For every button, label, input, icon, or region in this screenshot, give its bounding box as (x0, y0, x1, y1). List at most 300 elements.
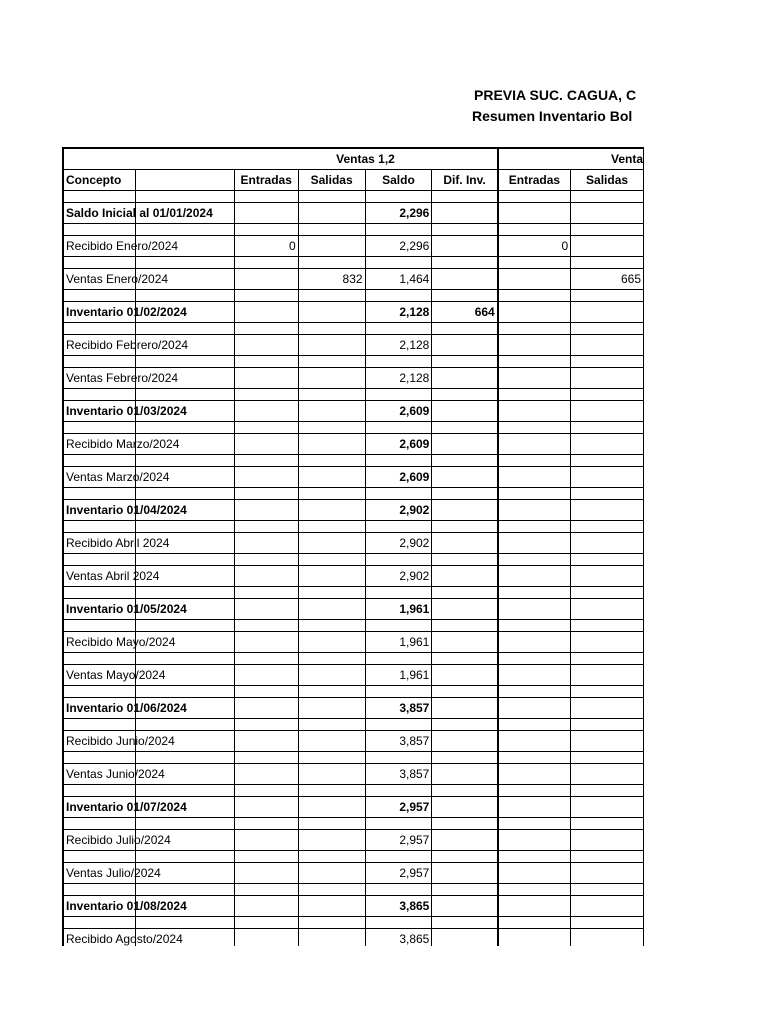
entradas-2-cell: 0 (498, 235, 571, 256)
row-label-cell (63, 730, 175, 751)
entradas-2-cell (498, 334, 571, 355)
spacer-cell (498, 289, 571, 301)
row-label: Recibido Marzo/2024 (66, 436, 180, 451)
saldo-cell: 2,296 (365, 202, 432, 223)
spacer-cell (571, 289, 644, 301)
salidas-2-cell (571, 565, 644, 586)
spacer-cell (298, 487, 365, 499)
spacer-cell (298, 454, 365, 466)
entradas-cell (234, 367, 298, 388)
spacer-cell (298, 916, 365, 928)
spacer-cell (298, 784, 365, 796)
spacer-cell (136, 256, 234, 268)
spacer-cell (136, 223, 234, 235)
salidas-cell (298, 400, 365, 421)
entradas-cell (234, 730, 298, 751)
salidas-cell (298, 499, 365, 520)
table-row (63, 862, 644, 883)
spacer-cell (365, 685, 432, 697)
spacer-cell (571, 619, 644, 631)
salidas-2-cell (571, 301, 644, 322)
spacer-cell (136, 619, 234, 631)
report-subtitle: Resumen Inventario Bol (472, 108, 633, 124)
spacer-cell (63, 718, 136, 730)
spacer-cell (432, 256, 498, 268)
saldo-cell: 3,865 (365, 928, 432, 946)
entradas-cell (234, 829, 298, 850)
spacer-cell (432, 784, 498, 796)
spacer-cell (365, 487, 432, 499)
header-blank-cell (63, 148, 234, 169)
entradas-cell (234, 202, 298, 223)
salidas-2-cell (571, 202, 644, 223)
spacer-cell (234, 619, 298, 631)
col-header-concepto: Concepto (63, 169, 136, 190)
salidas-cell (298, 466, 365, 487)
saldo-cell: 1,464 (365, 268, 432, 289)
salidas-cell (298, 433, 365, 454)
spacer-cell (136, 883, 234, 895)
spacer-cell (498, 718, 571, 730)
spacer-cell (498, 883, 571, 895)
entradas-cell: 0 (234, 235, 298, 256)
dif-inv-cell (432, 697, 498, 718)
dif-inv-cell (432, 763, 498, 784)
salidas-cell (298, 202, 365, 223)
row-label-cell (63, 268, 169, 289)
dif-inv-cell (432, 532, 498, 553)
row-label-cell (63, 202, 213, 223)
spacer-cell (234, 421, 298, 433)
spacer-cell (432, 190, 498, 202)
entradas-2-cell (498, 763, 571, 784)
spacer-cell (63, 685, 136, 697)
spacer-cell (432, 718, 498, 730)
dif-inv-cell (432, 598, 498, 619)
spacer-cell (432, 355, 498, 367)
spacer-cell (498, 619, 571, 631)
table-row (63, 466, 644, 487)
spacer-cell (498, 190, 571, 202)
col-header-dif-inv: Dif. Inv. (432, 169, 498, 190)
entradas-2-cell (498, 532, 571, 553)
spacer-row (63, 883, 644, 895)
spacer-cell (136, 685, 234, 697)
spacer-cell (298, 355, 365, 367)
spacer-cell (498, 916, 571, 928)
salidas-2-cell (571, 763, 644, 784)
spacer-cell (234, 751, 298, 763)
table-row (63, 895, 644, 916)
spacer-row (63, 190, 644, 202)
entradas-cell (234, 466, 298, 487)
spacer-cell (432, 652, 498, 664)
entradas-2-cell (498, 796, 571, 817)
spacer-cell (136, 784, 234, 796)
spacer-cell (498, 685, 571, 697)
spacer-cell (298, 190, 365, 202)
spacer-cell (234, 190, 298, 202)
salidas-cell (298, 631, 365, 652)
spacer-cell (63, 916, 136, 928)
spacer-row (63, 652, 644, 664)
spacer-cell (234, 454, 298, 466)
salidas-2-cell: 665 (571, 268, 644, 289)
spacer-cell (298, 751, 365, 763)
entradas-cell (234, 928, 298, 946)
entradas-2-cell (498, 730, 571, 751)
spacer-cell (136, 817, 234, 829)
spacer-cell (298, 619, 365, 631)
spacer-cell (63, 421, 136, 433)
salidas-2-cell (571, 664, 644, 685)
spacer-cell (234, 784, 298, 796)
spacer-cell (63, 355, 136, 367)
table-row (63, 367, 644, 388)
spacer-cell (432, 586, 498, 598)
spacer-cell (571, 586, 644, 598)
row-label-cell (63, 499, 187, 520)
spacer-row (63, 718, 644, 730)
saldo-cell: 3,857 (365, 730, 432, 751)
row-label: Inventario 01/06/2024 (66, 700, 187, 715)
spacer-cell (571, 355, 644, 367)
spacer-row (63, 916, 644, 928)
entradas-2-cell (498, 829, 571, 850)
salidas-2-cell (571, 730, 644, 751)
spacer-cell (63, 520, 136, 532)
entradas-2-cell (498, 565, 571, 586)
spacer-cell (63, 586, 136, 598)
spacer-cell (298, 553, 365, 565)
dif-inv-cell (432, 466, 498, 487)
dif-inv-cell (432, 268, 498, 289)
table-row (63, 301, 644, 322)
spacer-cell (234, 916, 298, 928)
dif-inv-cell (432, 730, 498, 751)
spacer-row (63, 784, 644, 796)
salidas-cell (298, 532, 365, 553)
spacer-cell (498, 322, 571, 334)
spacer-row (63, 850, 644, 862)
spacer-cell (136, 322, 234, 334)
table-row (63, 730, 644, 751)
salidas-cell (298, 697, 365, 718)
row-label-cell (63, 664, 166, 685)
col-header-blank (136, 169, 234, 190)
spacer-cell (432, 883, 498, 895)
spacer-cell (136, 520, 234, 532)
spacer-cell (432, 685, 498, 697)
entradas-2-cell (498, 631, 571, 652)
entradas-cell (234, 631, 298, 652)
entradas-cell (234, 268, 298, 289)
entradas-cell (234, 334, 298, 355)
row-label-cell (63, 334, 189, 355)
entradas-cell (234, 796, 298, 817)
row-label: Recibido Enero/2024 (66, 238, 179, 253)
table-row (63, 796, 644, 817)
salidas-2-cell (571, 895, 644, 916)
spacer-cell (234, 388, 298, 400)
spacer-cell (365, 355, 432, 367)
saldo-cell: 1,961 (365, 598, 432, 619)
salidas-cell (298, 862, 365, 883)
spacer-row (63, 223, 644, 235)
spacer-cell (498, 850, 571, 862)
spacer-cell (365, 520, 432, 532)
spacer-cell (63, 850, 136, 862)
spacer-cell (136, 751, 234, 763)
spacer-cell (63, 487, 136, 499)
spacer-cell (432, 817, 498, 829)
salidas-2-cell (571, 532, 644, 553)
spacer-cell (63, 388, 136, 400)
row-label: Inventario 01/04/2024 (66, 502, 187, 517)
spacer-cell (63, 751, 136, 763)
spacer-cell (498, 421, 571, 433)
row-label: Ventas Abril 2024 (66, 568, 160, 583)
spacer-cell (365, 454, 432, 466)
spacer-cell (498, 223, 571, 235)
row-label-cell (63, 829, 171, 850)
spacer-cell (365, 751, 432, 763)
spacer-cell (571, 751, 644, 763)
saldo-cell: 2,296 (365, 235, 432, 256)
row-label-cell (63, 400, 187, 421)
saldo-cell: 3,857 (365, 763, 432, 784)
row-label: Recibido Febrero/2024 (66, 337, 189, 352)
spacer-cell (234, 586, 298, 598)
entradas-2-cell (498, 499, 571, 520)
saldo-cell: 2,609 (365, 433, 432, 454)
row-label-cell (63, 466, 170, 487)
spacer-row (63, 751, 644, 763)
spacer-cell (234, 685, 298, 697)
saldo-cell: 2,902 (365, 532, 432, 553)
spacer-cell (298, 388, 365, 400)
col-header-salidas: Salidas (298, 169, 365, 190)
spacer-cell (365, 421, 432, 433)
row-label: Ventas Enero/2024 (66, 271, 169, 286)
spacer-cell (571, 388, 644, 400)
row-label-cell (63, 862, 161, 883)
spacer-cell (571, 520, 644, 532)
saldo-cell: 3,857 (365, 697, 432, 718)
spacer-cell (365, 256, 432, 268)
spacer-cell (498, 652, 571, 664)
table-row (63, 334, 644, 355)
entradas-cell (234, 763, 298, 784)
spacer-cell (365, 586, 432, 598)
spacer-row (63, 355, 644, 367)
spacer-cell (498, 586, 571, 598)
entradas-2-cell (498, 466, 571, 487)
spacer-cell (136, 586, 234, 598)
entradas-2-cell (498, 598, 571, 619)
spacer-cell (571, 223, 644, 235)
salidas-cell (298, 301, 365, 322)
spacer-cell (234, 487, 298, 499)
spacer-cell (571, 784, 644, 796)
dif-inv-cell (432, 631, 498, 652)
spacer-cell (136, 652, 234, 664)
spacer-cell (432, 751, 498, 763)
col-header-saldo: Saldo (365, 169, 432, 190)
spacer-cell (432, 487, 498, 499)
spacer-cell (63, 652, 136, 664)
spacer-cell (136, 289, 234, 301)
spacer-cell (234, 652, 298, 664)
salidas-2-cell (571, 367, 644, 388)
spacer-cell (432, 850, 498, 862)
spacer-cell (63, 454, 136, 466)
spacer-cell (298, 322, 365, 334)
entradas-2-cell (498, 928, 571, 946)
col-header-salidas-2: Salidas (571, 169, 644, 190)
spacer-cell (234, 355, 298, 367)
entradas-cell (234, 400, 298, 421)
spacer-cell (63, 553, 136, 565)
spacer-cell (136, 355, 234, 367)
entradas-cell (234, 532, 298, 553)
dif-inv-cell (432, 829, 498, 850)
dif-inv-cell (432, 433, 498, 454)
spacer-cell (432, 619, 498, 631)
spacer-cell (571, 256, 644, 268)
table-row (63, 433, 644, 454)
spacer-cell (498, 784, 571, 796)
spacer-cell (298, 817, 365, 829)
dif-inv-cell (432, 895, 498, 916)
table-row (63, 565, 644, 586)
spacer-cell (365, 883, 432, 895)
inventory-table (62, 147, 644, 946)
row-label: Inventario 01/03/2024 (66, 403, 187, 418)
spacer-cell (432, 388, 498, 400)
spacer-cell (365, 817, 432, 829)
group-header-ventas-1-2: Ventas 1,2 (234, 148, 497, 169)
spacer-cell (365, 850, 432, 862)
spacer-cell (136, 421, 234, 433)
row-label-cell (63, 433, 180, 454)
entradas-2-cell (498, 301, 571, 322)
salidas-cell: 832 (298, 268, 365, 289)
spacer-cell (234, 289, 298, 301)
salidas-2-cell (571, 433, 644, 454)
spacer-cell (571, 553, 644, 565)
spacer-row (63, 289, 644, 301)
dif-inv-cell (432, 400, 498, 421)
spacer-cell (298, 256, 365, 268)
saldo-cell: 2,957 (365, 862, 432, 883)
spacer-cell (571, 883, 644, 895)
row-label: Ventas Febrero/2024 (66, 370, 179, 385)
salidas-2-cell (571, 928, 644, 946)
salidas-2-cell (571, 499, 644, 520)
spacer-cell (498, 751, 571, 763)
entradas-cell (234, 301, 298, 322)
spacer-cell (498, 487, 571, 499)
row-label: Ventas Julio/2024 (66, 865, 161, 880)
spacer-cell (365, 619, 432, 631)
spacer-cell (63, 817, 136, 829)
spacer-cell (298, 850, 365, 862)
salidas-2-cell (571, 334, 644, 355)
dif-inv-cell (432, 862, 498, 883)
group-header-ventas-2: Venta (498, 148, 644, 169)
saldo-cell: 2,902 (365, 499, 432, 520)
spacer-cell (498, 454, 571, 466)
spacer-cell (63, 256, 136, 268)
spacer-row (63, 586, 644, 598)
salidas-cell (298, 235, 365, 256)
salidas-cell (298, 730, 365, 751)
row-label-cell (63, 796, 187, 817)
dif-inv-cell (432, 796, 498, 817)
row-label-cell (63, 367, 179, 388)
spacer-cell (432, 520, 498, 532)
spacer-row (63, 817, 644, 829)
spacer-cell (234, 718, 298, 730)
spacer-row (63, 454, 644, 466)
spacer-cell (234, 553, 298, 565)
row-label-cell (63, 697, 187, 718)
row-label-cell (63, 895, 187, 916)
spacer-cell (498, 553, 571, 565)
spacer-cell (63, 322, 136, 334)
row-label-cell (63, 565, 160, 586)
salidas-cell (298, 334, 365, 355)
spacer-cell (298, 586, 365, 598)
entradas-2-cell (498, 367, 571, 388)
row-label: Inventario 01/07/2024 (66, 799, 187, 814)
table-row (63, 400, 644, 421)
salidas-cell (298, 895, 365, 916)
dif-inv-cell (432, 235, 498, 256)
spacer-cell (432, 454, 498, 466)
row-label: Inventario 01/02/2024 (66, 304, 187, 319)
row-label-cell (63, 598, 187, 619)
spacer-cell (63, 883, 136, 895)
entradas-cell (234, 895, 298, 916)
saldo-cell: 2,957 (365, 829, 432, 850)
spacer-cell (498, 256, 571, 268)
row-label: Saldo Inicial al 01/01/2024 (66, 205, 213, 220)
table-row (63, 235, 644, 256)
report-title: PREVIA SUC. CAGUA, C (474, 87, 637, 103)
saldo-cell: 1,961 (365, 664, 432, 685)
salidas-cell (298, 829, 365, 850)
spacer-cell (571, 718, 644, 730)
salidas-cell (298, 598, 365, 619)
row-label-cell (63, 928, 183, 946)
spacer-cell (298, 685, 365, 697)
spacer-cell (571, 487, 644, 499)
entradas-cell (234, 862, 298, 883)
spacer-cell (432, 223, 498, 235)
table-row (63, 664, 644, 685)
salidas-2-cell (571, 862, 644, 883)
entradas-cell (234, 697, 298, 718)
spacer-cell (136, 718, 234, 730)
spacer-cell (136, 388, 234, 400)
row-label: Inventario 01/08/2024 (66, 898, 187, 913)
spacer-cell (136, 850, 234, 862)
spacer-cell (63, 289, 136, 301)
table-row (63, 763, 644, 784)
spacer-cell (298, 289, 365, 301)
